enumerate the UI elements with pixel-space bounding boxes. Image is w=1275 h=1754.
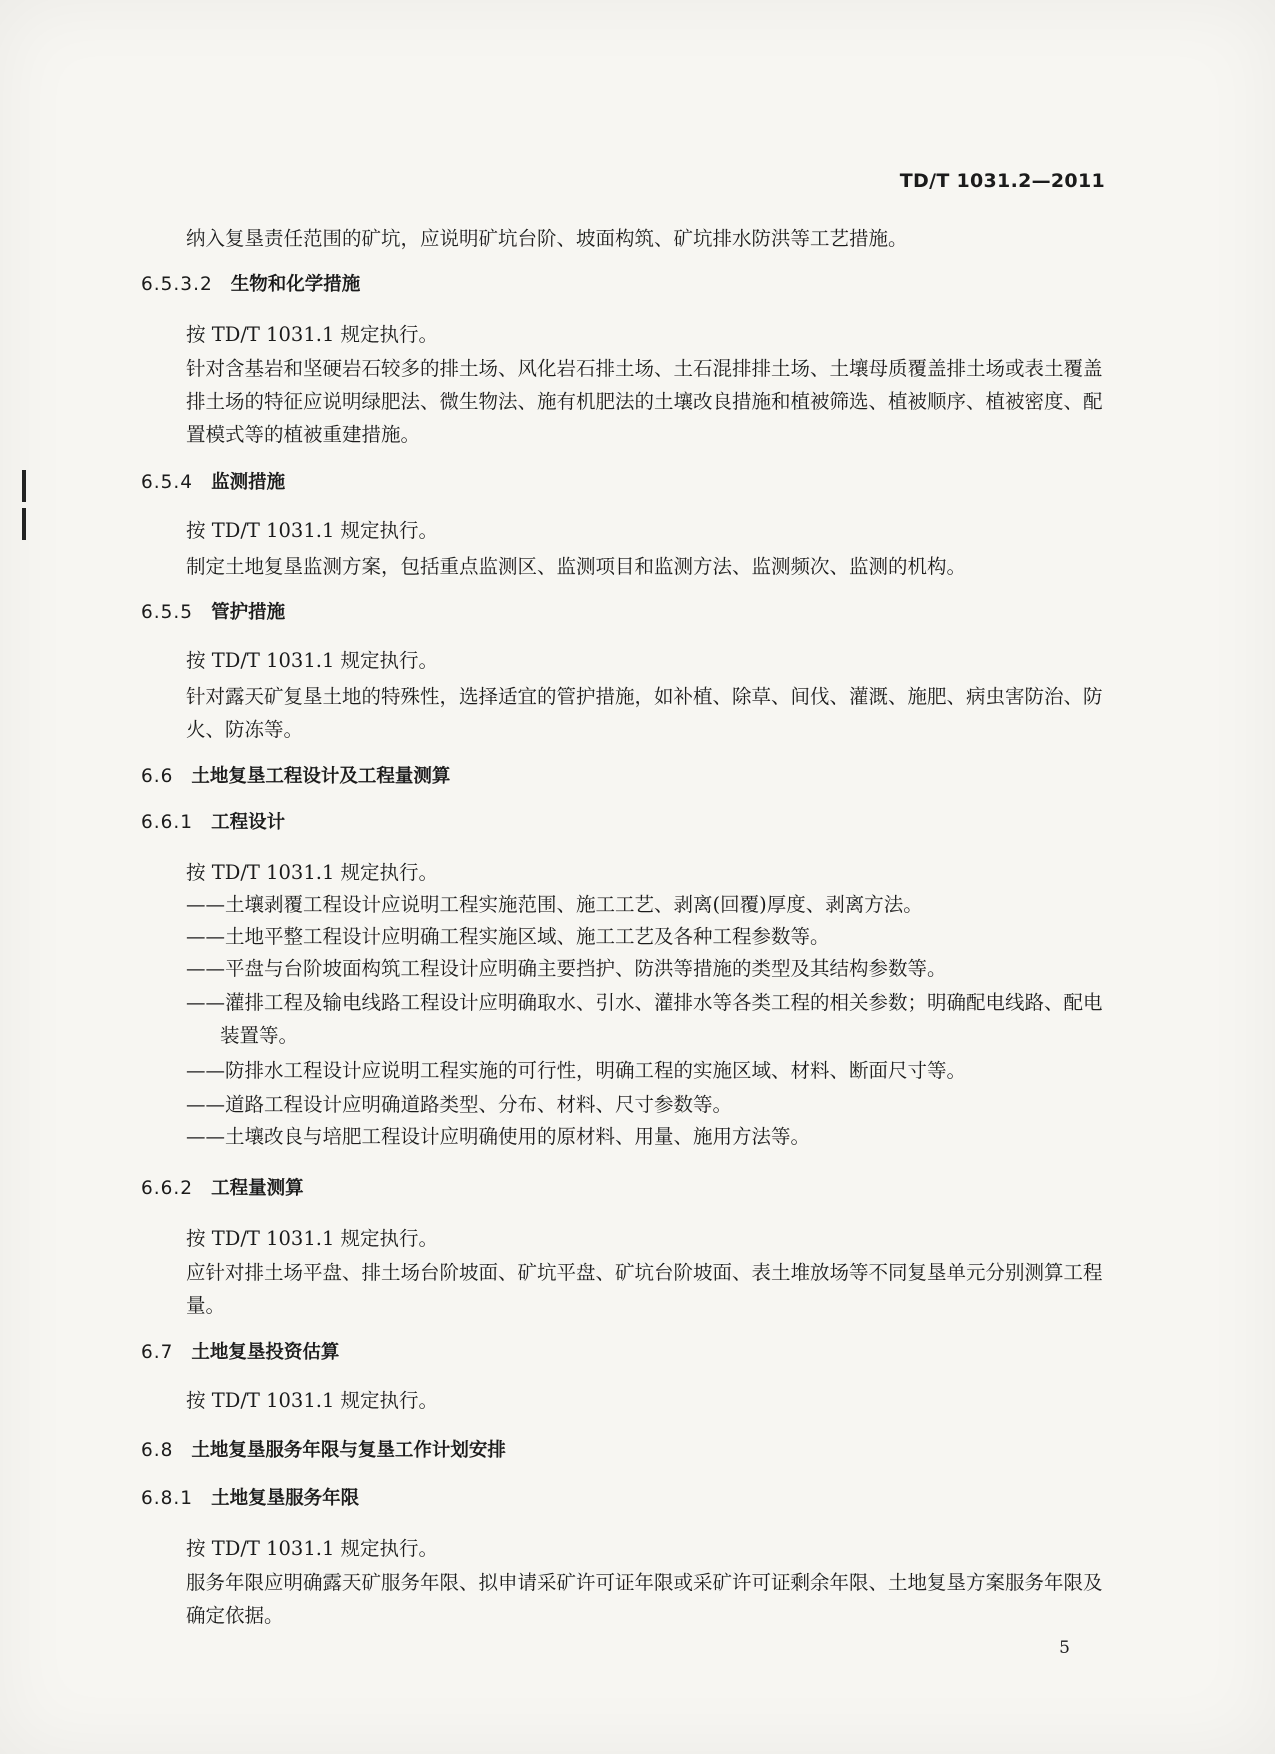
section-heading — [141, 1482, 1105, 1515]
paragraph: 制定土地复垦监测方案，包括重点监测区、监测项目和监测方法、监测频次、监测的机构。 — [186, 555, 967, 578]
section-title: 土地复垦投资估算 — [191, 1342, 340, 1363]
section-heading — [141, 806, 1105, 839]
section-number: 6.8 — [141, 1440, 174, 1461]
section-number: 6.6 — [141, 766, 174, 787]
paragraph: 按 TD/T 1031.1 规定执行。 — [186, 519, 439, 542]
list-item: ——防排水工程设计应说明工程实施的可行性，明确工程的实施区域、材料、断面尺寸等。 — [186, 1059, 967, 1082]
paragraph: 按 TD/T 1031.1 规定执行。 — [186, 649, 439, 672]
section-number: 6.7 — [141, 1342, 174, 1363]
page-number: 5 — [1059, 1638, 1070, 1658]
section-heading — [141, 760, 1105, 793]
section-title: 监测措施 — [211, 472, 286, 493]
section-heading — [141, 268, 1105, 301]
section-number: 6.5.3.2 — [141, 274, 213, 295]
section-title: 土地复垦工程设计及工程量测算 — [191, 766, 451, 787]
section-title: 土地复垦服务年限 — [211, 1488, 360, 1509]
paragraph: 按 TD/T 1031.1 规定执行。 — [186, 323, 439, 346]
paragraph: 针对含基岩和坚硬岩石较多的排土场、风化岩石排土场、土石混排排土场、土壤母质覆盖排土场或表土覆盖排土场的特征应说明绿肥法、微生物法、施有机肥法的土壤改良措施和植被筛选、植被顺序、植被密度、配置模式等的植被重建措施。 — [186, 357, 1103, 446]
paragraph: 按 TD/T 1031.1 规定执行。 — [186, 1389, 439, 1412]
paragraph: 应针对排土场平盘、排土场台阶坡面、矿坑平盘、矿坑台阶坡面、表土堆放场等不同复垦单元分别测算工程量。 — [186, 1261, 1103, 1317]
paragraph: 针对露天矿复垦土地的特殊性，选择适宜的管护措施，如补植、除草、间伐、灌溉、施肥、病虫害防治、防火、防冻等。 — [186, 685, 1103, 741]
section-heading — [141, 1434, 1105, 1467]
section-heading — [141, 466, 1105, 499]
list-item: ——道路工程设计应明确道路类型、分布、材料、尺寸参数等。 — [186, 1093, 733, 1116]
binding-mark — [22, 508, 26, 540]
paragraph: 按 TD/T 1031.1 规定执行。 — [186, 1537, 439, 1560]
section-number: 6.6.1 — [141, 812, 194, 833]
list-item: ——平盘与台阶坡面构筑工程设计应明确主要挡护、防洪等措施的类型及其结构参数等。 — [186, 957, 947, 980]
section-number: 6.5.5 — [141, 602, 194, 623]
section-heading — [141, 1172, 1105, 1205]
section-title: 工程量测算 — [211, 1178, 304, 1199]
paragraph: 纳入复垦责任范围的矿坑，应说明矿坑台阶、坡面构筑、矿坑排水防洪等工艺措施。 — [186, 227, 908, 250]
paragraph: 服务年限应明确露天矿服务年限、拟申请采矿许可证年限或采矿许可证剩余年限、土地复垦方案服务年限及确定依据。 — [186, 1571, 1103, 1627]
list-item: ——土壤剥覆工程设计应说明工程实施范围、施工工艺、剥离(回覆)厚度、剥离方法。 — [186, 893, 923, 916]
section-title: 管护措施 — [211, 602, 286, 623]
section-title: 生物和化学措施 — [230, 274, 361, 295]
section-heading — [141, 1336, 1105, 1369]
list-item: ——土壤改良与培肥工程设计应明确使用的原材料、用量、施用方法等。 — [186, 1125, 811, 1148]
section-heading — [141, 596, 1105, 629]
paragraph: 按 TD/T 1031.1 规定执行。 — [186, 861, 439, 884]
list-item: ——灌排工程及输电线路工程设计应明确取水、引水、灌排水等各类工程的相关参数；明确配电线路、配电装置等。 — [186, 991, 1103, 1047]
binding-mark — [22, 470, 26, 502]
standard-code: TD/T 1031.2—2011 — [899, 170, 1105, 192]
section-number: 6.8.1 — [141, 1488, 194, 1509]
section-number: 6.6.2 — [141, 1178, 194, 1199]
section-number: 6.5.4 — [141, 472, 194, 493]
paragraph: 按 TD/T 1031.1 规定执行。 — [186, 1227, 439, 1250]
section-title: 土地复垦服务年限与复垦工作计划安排 — [191, 1440, 506, 1461]
list-item: ——土地平整工程设计应明确工程实施区域、施工工艺及各种工程参数等。 — [186, 925, 830, 948]
section-title: 工程设计 — [211, 812, 286, 833]
